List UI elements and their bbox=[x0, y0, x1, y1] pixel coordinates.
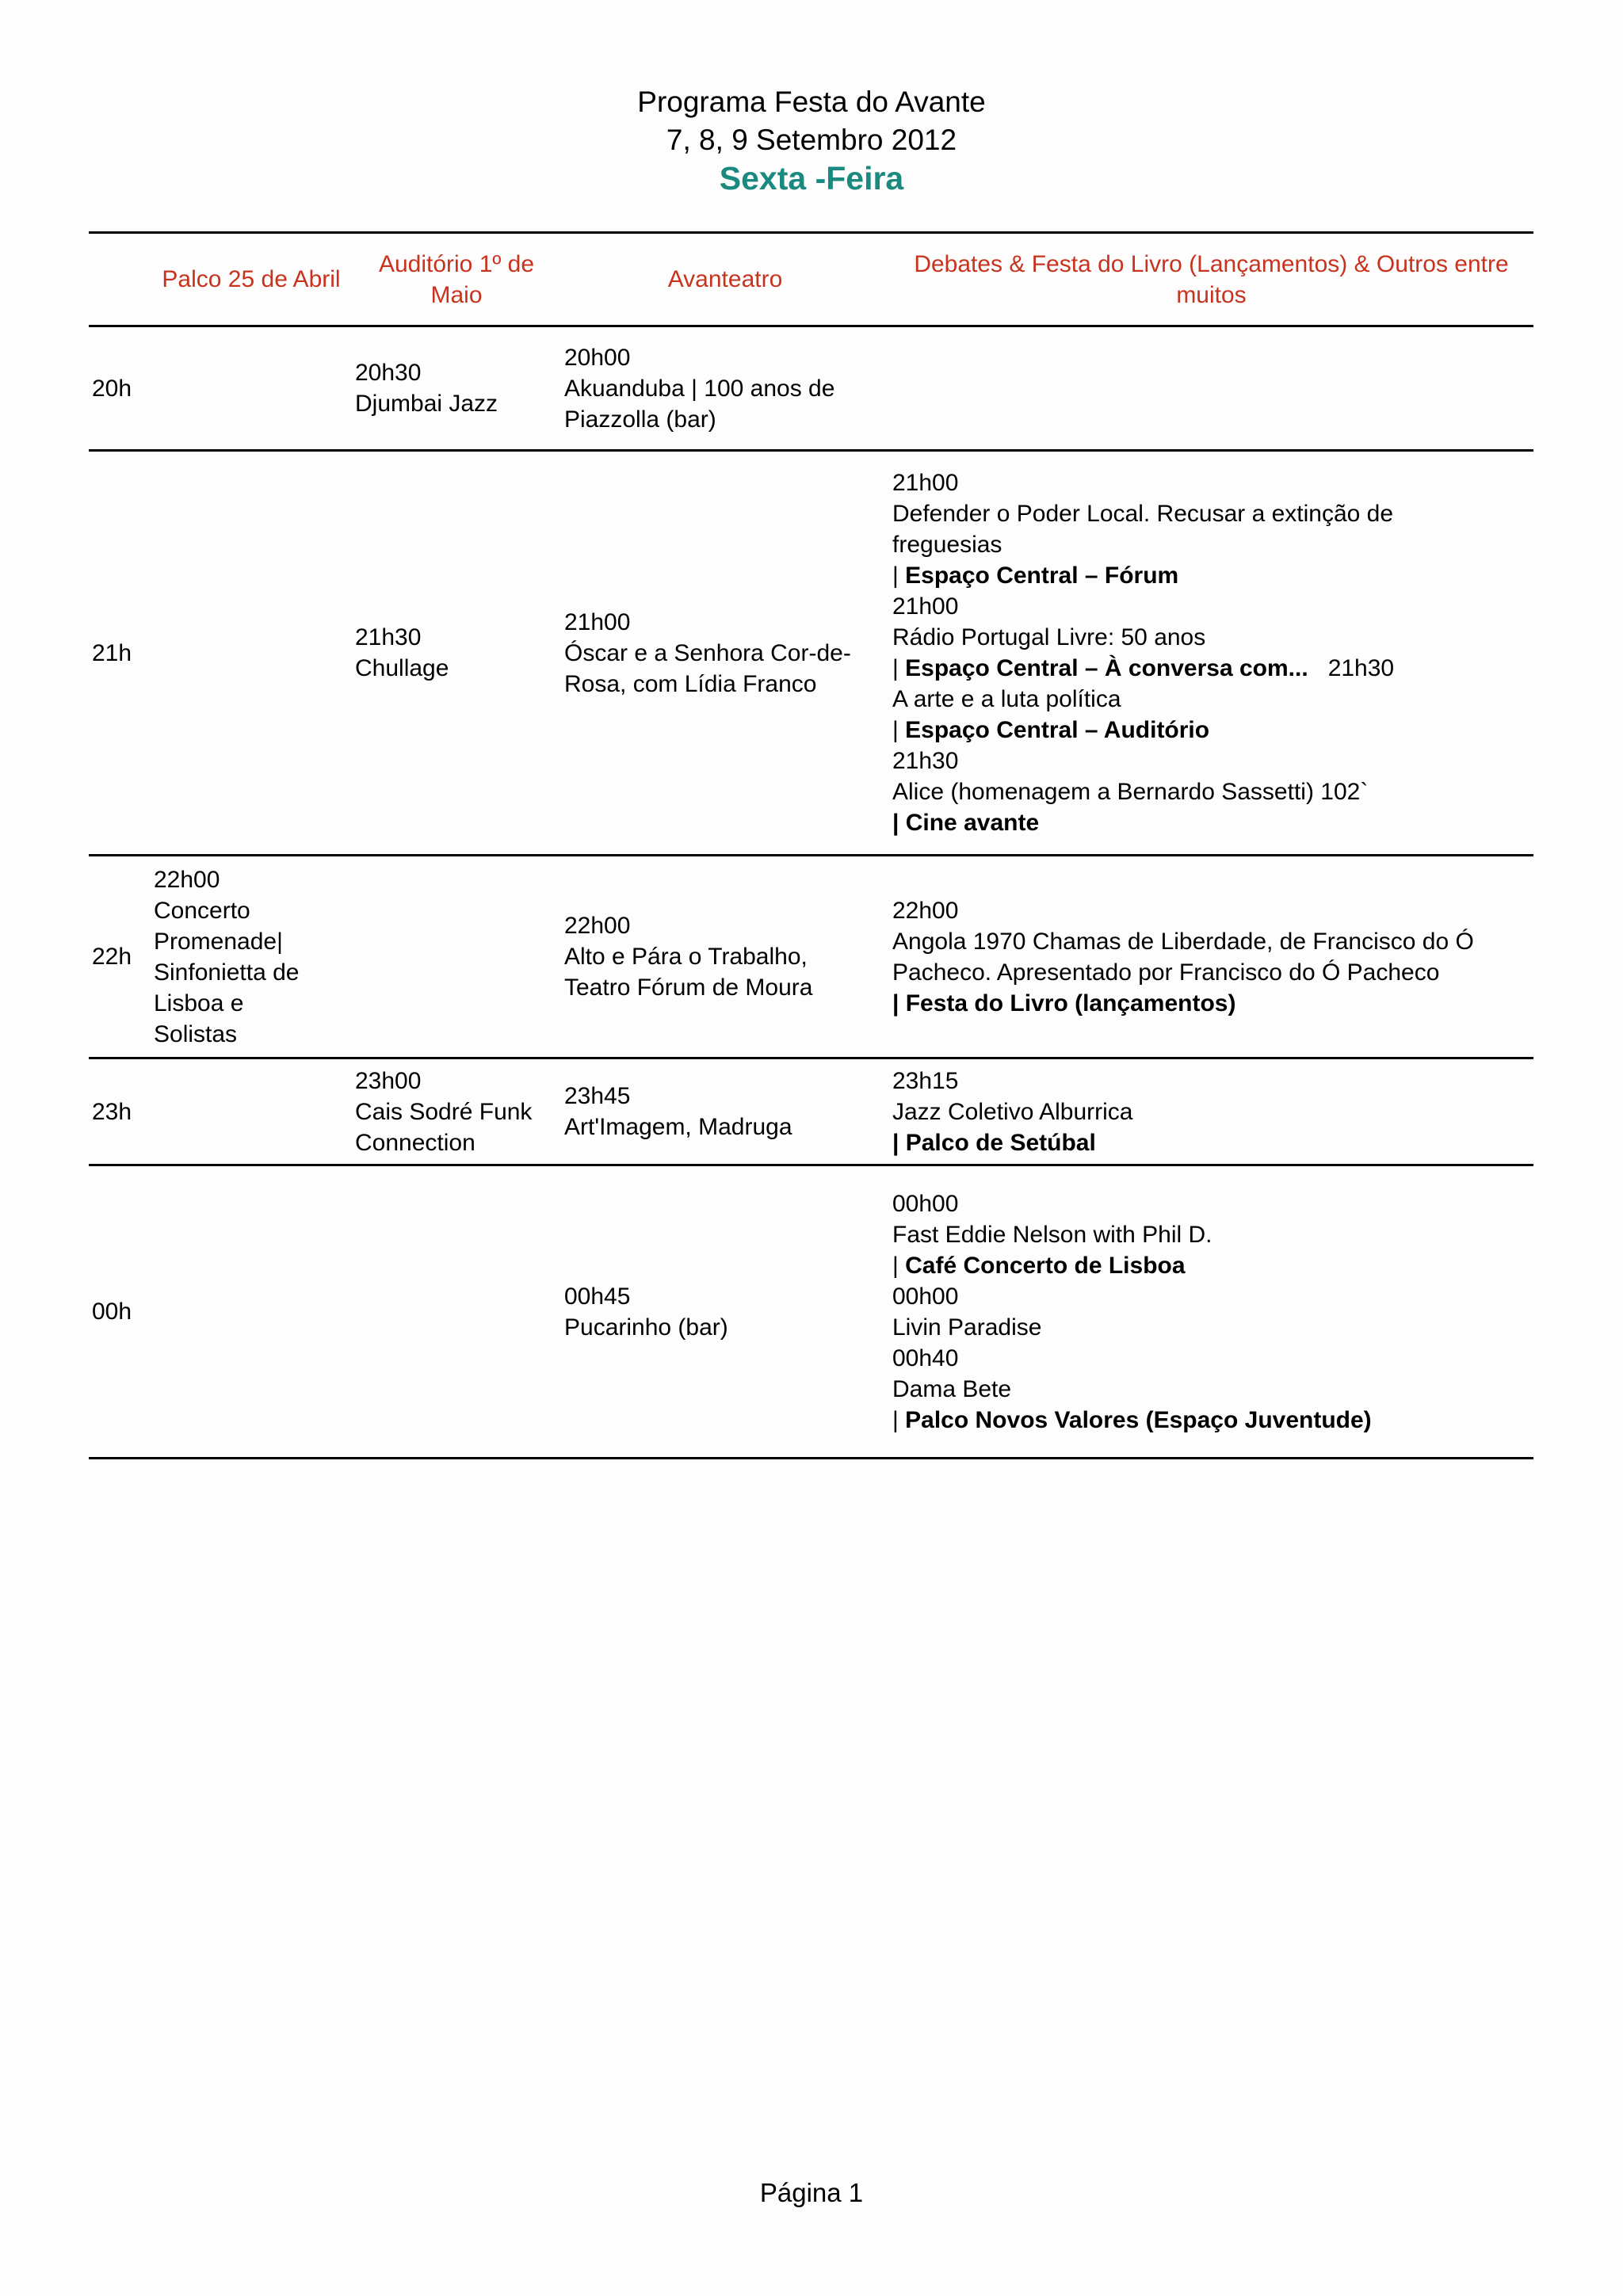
column-header-hour bbox=[89, 233, 151, 326]
venue-prefix: | bbox=[892, 717, 906, 743]
avanteatro-cell bbox=[561, 1165, 889, 1459]
venue-name: Café Concerto de Lisboa bbox=[905, 1252, 1186, 1279]
cell-line: Pacheco. Apresentado por Francisco do Ó Pacheco bbox=[892, 959, 1440, 986]
cell-line: Piazzolla (bar) bbox=[564, 406, 716, 433]
cell-line: Chullage bbox=[355, 655, 449, 681]
cell-line: Promenade| bbox=[154, 928, 283, 955]
auditorio-cell bbox=[352, 1165, 561, 1459]
cell-line: 00h45 bbox=[564, 1283, 631, 1310]
cell-line: Concerto bbox=[154, 897, 250, 924]
table-row bbox=[89, 451, 1533, 856]
cell-line: 20h30 bbox=[355, 360, 422, 386]
cell-line: Akuanduba | 100 anos de bbox=[564, 375, 835, 402]
auditorio-cell bbox=[352, 451, 561, 856]
cell-line: Cais Sodré Funk bbox=[355, 1098, 533, 1125]
column-header-debates: Debates & Festa do Livro (Lançamentos) & Outros entre muitos bbox=[914, 250, 1509, 308]
cell-line: 23h45 bbox=[564, 1083, 631, 1109]
cell-line: Alto e Pára o Trabalho, bbox=[564, 944, 808, 970]
trailing-time: 21h30 bbox=[1308, 655, 1395, 681]
hour-cell: 20h bbox=[92, 375, 132, 402]
schedule-table bbox=[89, 231, 1533, 1459]
cell-line: Teatro Fórum de Moura bbox=[564, 974, 813, 1001]
cell-line: 21h00 bbox=[892, 470, 959, 496]
auditorio-cell bbox=[352, 1058, 561, 1165]
cell-line: 22h00 bbox=[564, 913, 631, 939]
venue-prefix: | bbox=[892, 1252, 906, 1279]
venue-prefix: | bbox=[892, 655, 906, 681]
cell-line: Connection bbox=[355, 1129, 475, 1156]
palco-cell bbox=[151, 1058, 352, 1165]
cell-line bbox=[892, 1250, 1530, 1281]
venue-name: Espaço Central – Fórum bbox=[905, 563, 1179, 589]
cell-line: 20h00 bbox=[564, 344, 631, 371]
cell-line: Defender o Poder Local. Recusar a extinção de bbox=[892, 501, 1394, 527]
avanteatro-cell bbox=[561, 451, 889, 856]
cell-line: 00h00 bbox=[892, 1283, 959, 1310]
auditorio-cell bbox=[352, 856, 561, 1058]
cell-line: 21h00 bbox=[892, 593, 959, 620]
venue-prefix: | bbox=[892, 563, 906, 589]
table-header-row bbox=[89, 233, 1533, 326]
cell-line: 23h15 bbox=[892, 1067, 959, 1094]
palco-cell bbox=[151, 856, 352, 1058]
venue-name: | Cine avante bbox=[892, 810, 1040, 836]
cell-line: Jazz Coletivo Alburrica bbox=[892, 1098, 1133, 1125]
avanteatro-cell bbox=[561, 1058, 889, 1165]
venue-name: | Festa do Livro (lançamentos) bbox=[892, 990, 1236, 1016]
cell-line bbox=[892, 988, 1530, 1019]
palco-cell bbox=[151, 326, 352, 451]
venue-name: | Palco de Setúbal bbox=[892, 1129, 1096, 1156]
palco-cell bbox=[151, 451, 352, 856]
page-number: Página 1 bbox=[759, 2178, 864, 2207]
hour-cell: 22h bbox=[92, 944, 132, 970]
cell-line: Rosa, com Lídia Franco bbox=[564, 670, 817, 697]
cell-line: 00h00 bbox=[892, 1190, 959, 1217]
venue-name: Espaço Central – Auditório bbox=[905, 717, 1210, 743]
document-title: Programa Festa do Avante bbox=[637, 86, 986, 118]
debates-cell bbox=[889, 856, 1533, 1058]
cell-line: Óscar e a Senhora Cor-de- bbox=[564, 639, 851, 666]
venue-prefix: | bbox=[892, 1406, 906, 1433]
venue-name: Espaço Central – À conversa com... bbox=[905, 655, 1308, 681]
cell-line bbox=[892, 560, 1530, 591]
cell-line: Fast Eddie Nelson with Phil D. bbox=[892, 1221, 1212, 1248]
cell-line: A arte e a luta política bbox=[892, 686, 1121, 712]
table-row bbox=[89, 1058, 1533, 1165]
cell-line bbox=[892, 653, 1530, 684]
debates-cell bbox=[889, 1165, 1533, 1459]
document-header bbox=[0, 83, 1623, 197]
cell-line: 22h00 bbox=[154, 866, 220, 893]
table-row bbox=[89, 1165, 1533, 1459]
cell-line: Solistas bbox=[154, 1020, 238, 1047]
palco-cell bbox=[151, 1165, 352, 1459]
cell-line: Lisboa e bbox=[154, 990, 244, 1016]
cell-line: 21h30 bbox=[892, 748, 959, 774]
cell-line: Rádio Portugal Livre: 50 anos bbox=[892, 624, 1206, 650]
cell-line: Art'Imagem, Madruga bbox=[564, 1114, 792, 1140]
cell-line: freguesias bbox=[892, 532, 1002, 558]
column-header-palco: Palco 25 de Abril bbox=[162, 266, 341, 292]
cell-line: Livin Paradise bbox=[892, 1314, 1042, 1341]
cell-line bbox=[892, 807, 1530, 838]
hour-cell: 21h bbox=[92, 639, 132, 666]
cell-line: 23h00 bbox=[355, 1067, 422, 1094]
column-header-auditorio: Auditório 1º de Maio bbox=[378, 250, 535, 308]
cell-line: Sinfonietta de bbox=[154, 959, 300, 986]
cell-line: 21h30 bbox=[355, 624, 422, 650]
cell-line: Alice (homenagem a Bernardo Sassetti) 102` bbox=[892, 779, 1369, 805]
event-dates: 7, 8, 9 Setembro 2012 bbox=[666, 124, 957, 156]
cell-line: Pucarinho (bar) bbox=[564, 1314, 728, 1341]
cell-line: 22h00 bbox=[892, 897, 959, 924]
table-row bbox=[89, 856, 1533, 1058]
cell-line bbox=[892, 715, 1530, 746]
cell-line: Angola 1970 Chamas de Liberdade, de Francisco do Ó bbox=[892, 928, 1474, 955]
venue-name: Palco Novos Valores (Espaço Juventude) bbox=[905, 1406, 1372, 1433]
cell-line: 00h40 bbox=[892, 1344, 959, 1371]
table-row bbox=[89, 326, 1533, 451]
cell-line bbox=[892, 1127, 1530, 1158]
avanteatro-cell bbox=[561, 326, 889, 451]
cell-line: Dama Bete bbox=[892, 1375, 1012, 1402]
cell-line: Djumbai Jazz bbox=[355, 391, 498, 417]
hour-cell: 00h bbox=[92, 1299, 132, 1325]
auditorio-cell bbox=[352, 326, 561, 451]
avanteatro-cell bbox=[561, 856, 889, 1058]
debates-cell bbox=[889, 1058, 1533, 1165]
schedule-body bbox=[89, 326, 1533, 1459]
debates-cell bbox=[889, 451, 1533, 856]
column-header-avanteatro: Avanteatro bbox=[667, 266, 783, 292]
debates-cell bbox=[889, 326, 1533, 451]
cell-line: 21h00 bbox=[564, 608, 631, 635]
cell-line bbox=[892, 1405, 1530, 1436]
hour-cell: 23h bbox=[92, 1098, 132, 1125]
day-heading: Sexta -Feira bbox=[719, 160, 904, 196]
